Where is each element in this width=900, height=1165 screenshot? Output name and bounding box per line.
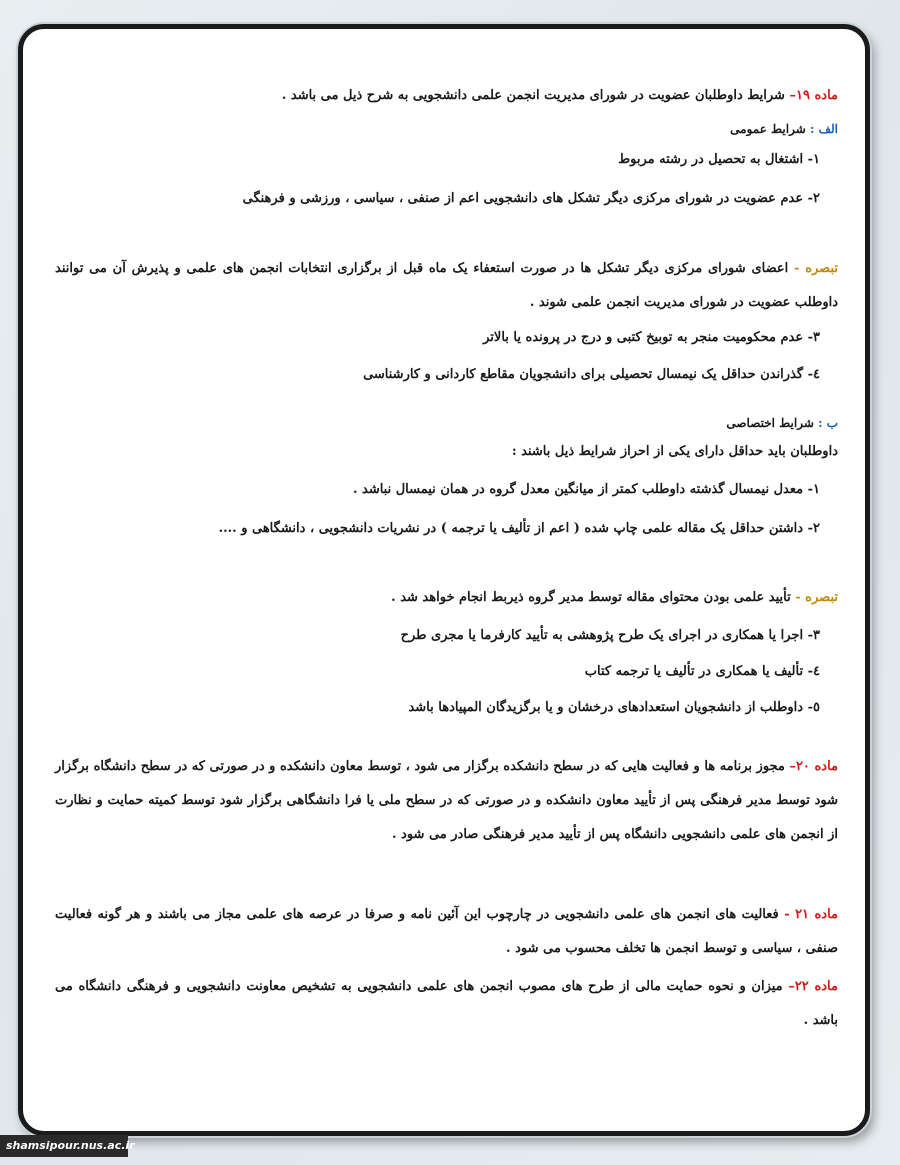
footer-website-label: shamsipour.nus.ac.ir [0, 1135, 128, 1157]
article-22 [55, 970, 838, 1038]
section-a-item-3: ۳- عدم محکومیت منجر به توبیخ کتبی و درج در پرونده یا بالاتر [483, 330, 820, 345]
section-a-item-4: ٤- گذراندن حداقل یک نیمسال تحصیلی برای دانشجویان مقاطع کاردانی و کارشناسی [363, 367, 820, 382]
section-b-title: شرایط اختصاصی [726, 416, 819, 430]
section-b-item-5: ٥- داوطلب از دانشجویان استعدادهای درخشان و یا برگزیدگان المپیادها باشد [408, 700, 820, 715]
section-b-item-4: ٤- تألیف یا همکاری در تألیف یا ترجمه کتاب [584, 664, 820, 679]
article-22-label: ماده ۲۲– [788, 979, 838, 994]
article-21 [55, 898, 838, 966]
article-21-label: ماده ۲۱ - [784, 907, 839, 922]
section-a-note-label: تبصره - [794, 261, 838, 276]
section-a-note-text: اعضای شورای مرکزی دیگر تشکل ها در صورت استعفاء یک ماه قبل از برگزاری انتخابات انجمن های علمی و پذیرش آن می توانند داوطلب عضویت در شورای مدیریت انجمن علمی شوند . [55, 261, 838, 310]
section-b-item-1: ۱- معدل نیمسال گذشته داوطلب کمتر از میانگین معدل گروه در همان نیمسال نباشد . [352, 482, 820, 497]
section-b-intro: داوطلبان باید حداقل دارای یکی از احراز شرایط ذیل باشند : [511, 444, 838, 459]
section-b-heading [55, 416, 838, 430]
section-a-note [55, 252, 838, 320]
section-b-item-3: ۳- اجرا یا همکاری در اجرای یک طرح پژوهشی به تأیید کارفرما یا مجری طرح [400, 628, 820, 643]
article-19-text: شرایط داوطلبان عضویت در شورای مدیریت انجمن علمی دانشجویی به شرح ذیل می باشد . [281, 88, 790, 103]
article-22-text: میزان و نحوه حمایت مالی از طرح های مصوب انجمن های علمی دانشجویی به تشخیص معاونت دانشجویی و فرهنگی دانشگاه می باشد . [55, 979, 838, 1028]
article-20-label: ماده ۲۰– [789, 759, 838, 774]
article-21-text: فعالیت های انجمن های علمی دانشجویی در چارچوب این آئین نامه و صرفا در عرصه های علمی مجاز می باشند و هر گونه فعالیت صنفی ، سیاسی و توسط انجمن ها تخلف محسوب می شود . [55, 907, 838, 956]
section-a-item-2: ۲- عدم عضویت در شورای مرکزی دیگر تشکل های دانشجویی اعم از صنفی ، سیاسی ، ورزشی و فرهنگی [242, 191, 820, 206]
section-b-item-2: ۲- داشتن حداقل یک مقاله علمی چاپ شده ( اعم از تألیف یا ترجمه ) در نشریات دانشجویی ، دانشگاهی و .... [218, 521, 820, 536]
section-b-label: ب : [818, 416, 838, 430]
section-b-note-text: تأیید علمی بودن محتوای مقاله توسط مدیر گروه ذیربط انجام خواهد شد . [391, 590, 796, 605]
section-a-title: شرایط عمومی [730, 122, 810, 136]
article-19 [55, 88, 838, 103]
article-20 [55, 750, 838, 852]
article-20-text: مجوز برنامه ها و فعالیت هایی که در سطح دانشکده برگزار می شود ، توسط معاون دانشکده و در صورتی که در سطح دانشگاه برگزار شود توسط مدیر فرهنگی پس از تأیید معاون دانشکده و در صورتی که در سطح ملی یا فرا دانشگاهی برگزار شود توسط کمیته حمایت و نظارت از انجمن های علمی دانشجویی دانشگاه پس از تأیید مدیر فرهنگی صادر می شود . [55, 759, 838, 842]
section-b-note-label: تبصره - [795, 590, 838, 605]
section-b-note [55, 590, 838, 605]
section-a-label: الف : [809, 122, 838, 136]
section-a-item-1: ۱- اشتغال به تحصیل در رشته مربوط [618, 152, 820, 167]
section-a-heading [55, 122, 838, 136]
article-19-label: ماده ۱۹– [789, 88, 838, 103]
